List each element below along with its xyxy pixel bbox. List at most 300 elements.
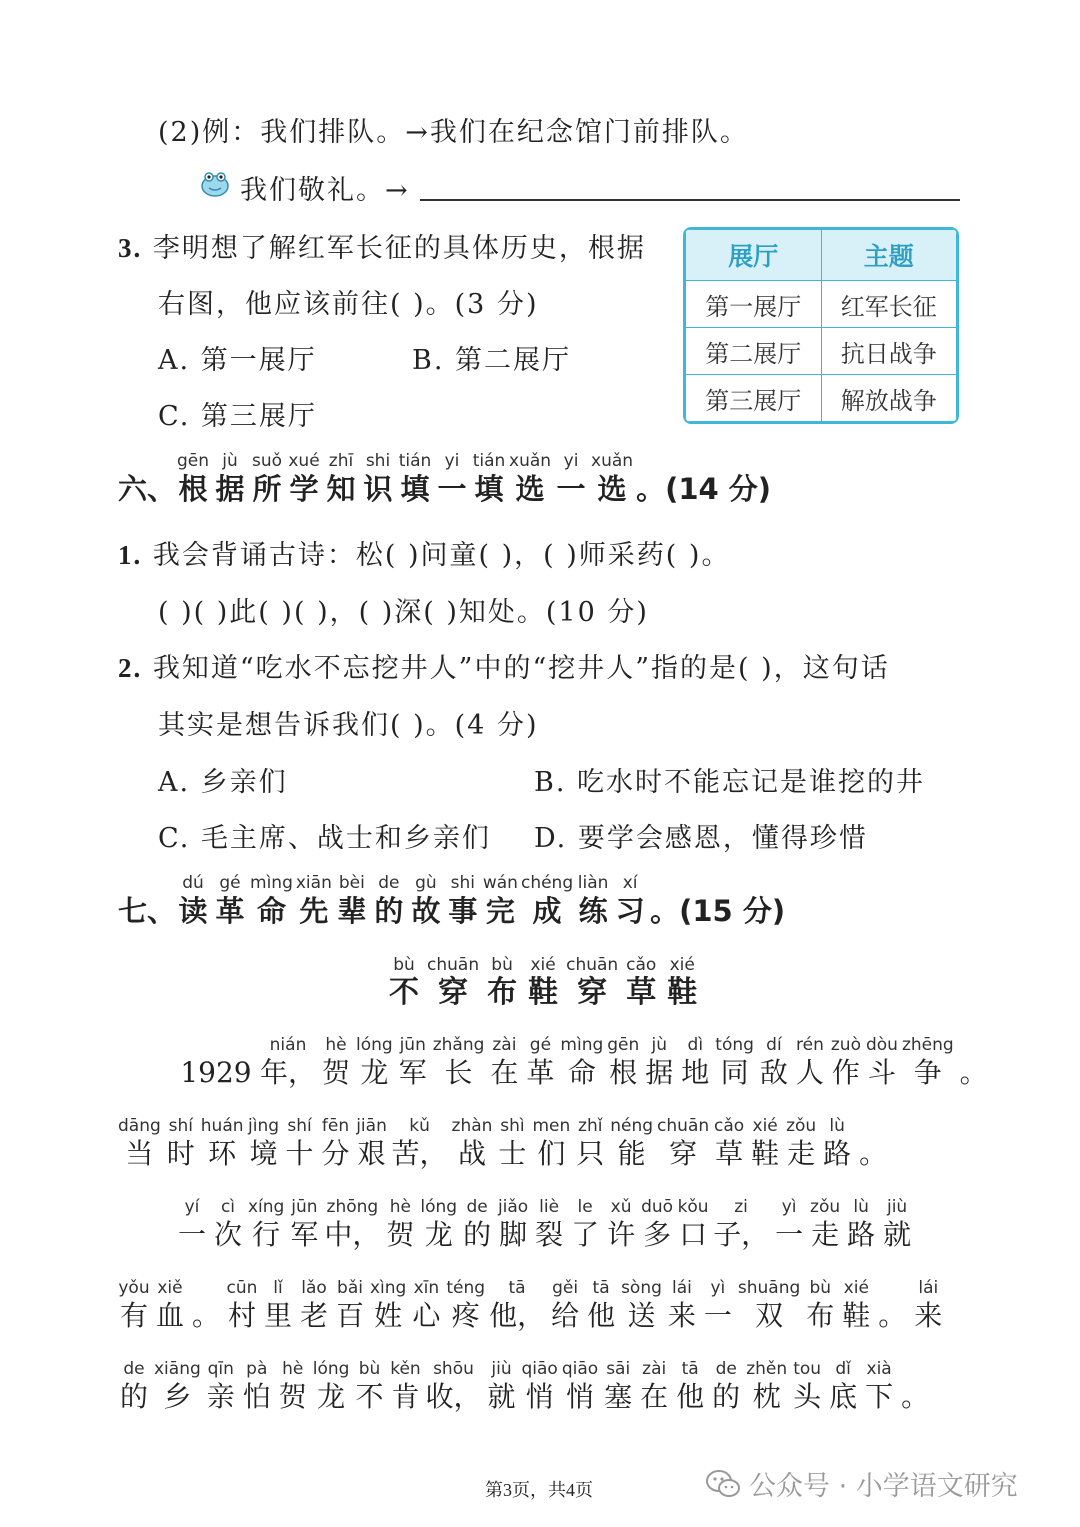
ruby-char <box>372 872 406 928</box>
ruby-char <box>623 954 659 1010</box>
hanzi: 贺 <box>322 1056 351 1089</box>
pinyin: bù <box>358 1359 381 1379</box>
ruby-char <box>118 1358 150 1414</box>
ruby-char <box>118 1115 161 1171</box>
ruby-char <box>785 1115 817 1171</box>
ruby-char <box>549 1277 581 1333</box>
ruby-char <box>296 872 332 928</box>
ruby-char <box>427 954 479 1010</box>
hanzi: 穿 <box>438 975 469 1010</box>
pinyin: gé <box>529 1035 552 1055</box>
pinyin: téng <box>446 1278 486 1298</box>
hanzi: 习 <box>615 894 645 928</box>
pinyin: shì <box>500 1116 525 1136</box>
hanzi: 疼 <box>451 1299 480 1332</box>
q3-question-line1: 3. 李明想了解红军长征的具体历史，根据 <box>118 233 646 264</box>
hanzi: 裂 <box>535 1218 564 1251</box>
pinyin: lóng <box>420 1197 458 1217</box>
ruby-char <box>241 1358 273 1414</box>
hanzi: 他 <box>587 1299 616 1332</box>
pinyin: shōu <box>433 1359 474 1379</box>
hanzi: 军 <box>290 1218 319 1251</box>
hanzi: 地 <box>681 1056 710 1089</box>
pinyin: xiān <box>295 873 332 893</box>
pinyin: xié <box>752 1116 778 1136</box>
hanzi: 读 <box>178 894 208 928</box>
story-line-3 <box>176 1196 917 1252</box>
ruby-char <box>746 1358 787 1414</box>
hanzi: 的 <box>119 1380 148 1413</box>
hanzi: 革 <box>215 894 245 928</box>
ruby-char <box>524 1034 556 1090</box>
hanzi: 穿 <box>669 1137 698 1170</box>
ruby-char <box>607 1034 639 1090</box>
pinyin: zuò <box>830 1035 861 1055</box>
ruby-char <box>353 1358 385 1414</box>
pinyin: dǐ <box>835 1359 851 1379</box>
ruby-char <box>425 1358 481 1414</box>
hanzi: 年， <box>260 1056 317 1089</box>
pinyin: dì <box>687 1035 704 1055</box>
pinyin: cì <box>220 1197 236 1217</box>
ruby-char <box>664 954 700 1010</box>
ruby-char <box>356 1115 388 1171</box>
q6-2-option-a: A. 乡亲们 <box>158 767 288 798</box>
pinyin: xíng <box>248 1197 285 1217</box>
pinyin: hè <box>325 1035 347 1055</box>
pinyin: yì <box>710 1278 726 1298</box>
q3-option-c: C. 第三展厅 <box>158 401 317 432</box>
pinyin: hè <box>282 1359 304 1379</box>
pinyin: tián <box>472 451 506 471</box>
ruby-char <box>420 1196 457 1252</box>
hanzi: 布 <box>487 975 518 1010</box>
section-score: 。(14 分) <box>636 472 772 506</box>
ruby-char <box>710 1358 742 1414</box>
pinyin: tā <box>508 1278 526 1298</box>
hanzi: 士 <box>498 1137 527 1170</box>
hanzi: 鞋 <box>667 975 698 1010</box>
hanzi: 行 <box>252 1218 281 1251</box>
ruby-char <box>370 1277 406 1333</box>
pinyin: bù <box>809 1278 832 1298</box>
q6-2-line1: 2. 我知道“吃水不忘挖井人”中的“挖井人”指的是( )，这句话 <box>118 653 890 684</box>
ruby-char <box>118 1277 150 1333</box>
hanzi: 龙 <box>424 1218 453 1251</box>
pinyin: lóng <box>356 1035 393 1055</box>
hanzi: 鞋 <box>842 1299 871 1332</box>
hanzi: 来 <box>914 1299 943 1332</box>
ruby-char <box>389 1358 421 1414</box>
hanzi: 完 <box>485 894 515 928</box>
pinyin: cǎo <box>626 955 657 975</box>
ruby-char <box>205 1358 237 1414</box>
pinyin: xiāng <box>154 1359 201 1379</box>
hanzi: 分 <box>321 1137 350 1170</box>
hanzi: 枕 <box>752 1380 781 1413</box>
hanzi: 一 <box>775 1218 804 1251</box>
pinyin: gěi <box>552 1278 579 1298</box>
pinyin: de <box>466 1197 488 1217</box>
pinyin: men <box>532 1116 571 1136</box>
ruby-char <box>679 1034 711 1090</box>
ruby-char <box>912 1277 944 1333</box>
pinyin: lǎo <box>301 1278 327 1298</box>
hanzi: 次 <box>213 1218 242 1251</box>
pinyin: bǎi <box>337 1278 363 1298</box>
pinyin: dú <box>182 873 204 893</box>
ruby-char <box>840 1277 872 1333</box>
ruby-char <box>881 1196 913 1252</box>
ruby-char <box>489 1277 545 1333</box>
ruby-char <box>562 1358 598 1414</box>
pinyin: sāi <box>606 1359 631 1379</box>
hanzi: 在 <box>640 1380 669 1413</box>
ruby-char <box>398 450 432 506</box>
pinyin: le <box>577 1197 593 1217</box>
ruby-char <box>677 1196 709 1252</box>
hanzi: 送 <box>627 1299 656 1332</box>
pinyin: xí <box>622 873 638 893</box>
ruby-char <box>484 954 520 1010</box>
hanzi: 一 <box>437 472 467 506</box>
pinyin: xié <box>843 1278 869 1298</box>
ruby-char <box>461 1196 493 1252</box>
ruby-char <box>288 1196 320 1252</box>
hanzi: 在 <box>490 1056 519 1089</box>
hanzi: 的 <box>374 894 404 928</box>
ruby-char <box>250 450 284 506</box>
table-cell: 抗日战争 <box>821 328 957 375</box>
pinyin: liè <box>539 1197 560 1217</box>
hanzi: 心 <box>412 1299 441 1332</box>
ruby-char <box>643 1034 675 1090</box>
ruby-char <box>324 1196 380 1252</box>
pinyin: gé <box>219 873 241 893</box>
pinyin: tou <box>793 1359 822 1379</box>
ruby-char <box>298 1277 330 1333</box>
story-line-1 <box>176 1034 994 1090</box>
hanzi: 他 <box>676 1380 705 1413</box>
hanzi: 走 <box>811 1218 840 1251</box>
pinyin: qīn <box>207 1359 234 1379</box>
ruby-char <box>758 1034 790 1090</box>
ruby-char <box>472 450 506 506</box>
page-number: 第3页，共4页 <box>485 1480 593 1500</box>
pinyin: xiě <box>157 1278 183 1298</box>
q6-2-option-b: B. 吃水时不能忘记是谁挖的井 <box>534 767 926 798</box>
table-cell: 第三展厅 <box>686 375 822 422</box>
ruby-char <box>533 1196 565 1252</box>
pinyin: tián <box>398 451 432 471</box>
hanzi: 知 <box>326 472 356 506</box>
pinyin: pà <box>246 1359 268 1379</box>
ruby-char <box>320 1034 352 1090</box>
pinyin: jiān <box>356 1116 387 1136</box>
pinyin: xìng <box>370 1278 407 1298</box>
table-cell: 解放战争 <box>821 375 957 422</box>
ruby-char <box>827 1358 859 1414</box>
hanzi: 乡 <box>163 1380 192 1413</box>
pinyin: jù <box>222 451 238 471</box>
ruby-char <box>773 1196 805 1252</box>
pinyin: lù <box>829 1116 845 1136</box>
pinyin: jiù <box>886 1197 908 1217</box>
ruby-char <box>277 1358 309 1414</box>
hanzi: 。 <box>959 1056 988 1089</box>
pinyin: zhǐ <box>578 1116 603 1136</box>
ruby-char <box>320 1115 352 1171</box>
hanzi: 血 <box>155 1299 184 1332</box>
story-line-4 <box>118 1277 948 1333</box>
pinyin: tā <box>592 1278 610 1298</box>
pinyin: tóng <box>715 1035 754 1055</box>
pinyin: gù <box>415 873 437 893</box>
ruby-char <box>488 1034 520 1090</box>
pinyin: xuǎn <box>591 451 634 471</box>
pinyin: zhǎng <box>432 1035 485 1055</box>
pinyin: chuān <box>566 955 619 975</box>
ruby-char <box>713 1196 769 1252</box>
ruby-char <box>702 1277 734 1333</box>
ruby-char <box>226 1277 258 1333</box>
pinyin: wán <box>482 873 518 893</box>
hanzi: 姓 <box>374 1299 403 1332</box>
hanzi: 多 <box>643 1218 672 1251</box>
ruby-char <box>569 1196 601 1252</box>
ruby-char <box>532 1115 570 1171</box>
ruby-char <box>591 450 633 506</box>
hanzi: 百 <box>335 1299 364 1332</box>
ruby-char <box>876 1277 908 1333</box>
hanzi: 境 <box>249 1137 278 1170</box>
hanzi: 。 <box>878 1299 907 1332</box>
ruby-char <box>190 1277 222 1333</box>
ruby-char <box>260 1034 316 1090</box>
section-number: 七、 <box>118 894 177 928</box>
ruby-char <box>397 1034 429 1090</box>
frog-mascot-icon <box>200 170 230 198</box>
q6-1-line1: 1. 我会背诵古诗：松( )问童( )，( )师采药( )。 <box>118 540 731 571</box>
hanzi: 就 <box>487 1380 516 1413</box>
answer-line[interactable] <box>420 199 960 201</box>
ruby-char <box>657 1115 709 1171</box>
hanzi: 一 <box>177 1218 206 1251</box>
ruby-char <box>213 450 247 506</box>
hanzi: 长 <box>444 1056 473 1089</box>
ruby-char <box>176 1034 256 1090</box>
ruby-char <box>899 1358 931 1414</box>
ruby-char <box>857 1115 889 1171</box>
hanzi: 战 <box>457 1137 486 1170</box>
pinyin: zhēng <box>901 1035 954 1055</box>
ruby-char <box>602 1358 634 1414</box>
ruby-char <box>176 872 210 928</box>
hanzi: 路 <box>823 1137 852 1170</box>
ruby-char <box>902 1034 954 1090</box>
ruby-char <box>435 450 469 506</box>
q3-option-a: A. 第一展厅 <box>158 345 317 376</box>
ruby-char <box>713 1115 745 1171</box>
hanzi: 只 <box>576 1137 605 1170</box>
hanzi: 有 <box>119 1299 148 1332</box>
pinyin: xié <box>530 955 556 975</box>
ruby-char <box>585 1277 617 1333</box>
pinyin: qiāo <box>521 1359 558 1379</box>
pinyin: shi <box>365 451 391 471</box>
pinyin: xié <box>669 955 695 975</box>
ruby-char <box>509 450 551 506</box>
hanzi: 收， <box>425 1380 482 1413</box>
table-row <box>686 328 957 375</box>
wechat-watermark <box>705 1464 1018 1503</box>
ruby-char <box>176 1196 208 1252</box>
pinyin: bèi <box>338 873 365 893</box>
ruby-char <box>410 1277 442 1333</box>
ruby-char <box>248 1196 284 1252</box>
pinyin: liàn <box>577 873 609 893</box>
pinyin: dí <box>766 1035 782 1055</box>
watermark-text: 公众号 · 小学语文研究 <box>749 1471 1018 1502</box>
hanzi: 同 <box>720 1056 749 1089</box>
hanzi: 1929 <box>180 1056 252 1089</box>
table-cell: 第一展厅 <box>686 281 822 328</box>
pinyin: jūn <box>291 1197 318 1217</box>
hanzi: 争 <box>913 1056 942 1089</box>
pinyin: zǒu <box>786 1116 817 1136</box>
pinyin: duō <box>641 1197 674 1217</box>
pinyin: huán <box>200 1116 244 1136</box>
hanzi: 来 <box>667 1299 696 1332</box>
hanzi: 十 <box>285 1137 314 1170</box>
table-cell: 红军长征 <box>821 281 957 328</box>
ruby-char <box>522 1358 558 1414</box>
pinyin: xǔ <box>610 1197 632 1217</box>
pinyin: fēn <box>321 1116 350 1136</box>
ruby-char <box>324 450 358 506</box>
ruby-char <box>845 1196 877 1252</box>
ruby-char <box>361 450 395 506</box>
hanzi: 草 <box>626 975 657 1010</box>
pinyin: cǎo <box>714 1116 745 1136</box>
table-cell: 第二展厅 <box>686 328 822 375</box>
hanzi: 肯 <box>391 1380 420 1413</box>
pinyin: chéng <box>520 873 574 893</box>
pinyin: zi <box>734 1197 748 1217</box>
hanzi: 穿 <box>577 975 608 1010</box>
hanzi: 悄 <box>525 1380 554 1413</box>
ruby-char <box>791 1358 823 1414</box>
hanzi: 命 <box>256 894 286 928</box>
ruby-char <box>560 1034 603 1090</box>
ruby-char <box>176 450 210 506</box>
ruby-char <box>830 1034 862 1090</box>
pinyin: bù <box>491 955 513 975</box>
ruby-char <box>674 1358 706 1414</box>
hanzi: 怕 <box>242 1380 271 1413</box>
pinyin: jiǎo <box>497 1197 529 1217</box>
ruby-char <box>154 1358 201 1414</box>
ruby-char <box>749 1115 781 1171</box>
ruby-char <box>165 1115 197 1171</box>
pinyin: yi <box>563 451 579 471</box>
pinyin: mìng <box>250 873 293 893</box>
pinyin: chuān <box>427 955 480 975</box>
pinyin: yí <box>184 1197 200 1217</box>
ruby-char <box>250 872 293 928</box>
hanzi: 据 <box>215 472 245 506</box>
pinyin: cūn <box>226 1278 258 1298</box>
ruby-char <box>804 1277 836 1333</box>
hanzi: 根 <box>609 1056 638 1089</box>
hanzi: 头 <box>793 1380 822 1413</box>
hanzi: 事 <box>448 894 478 928</box>
hanzi: 龙 <box>317 1380 346 1413</box>
pinyin: de <box>715 1359 737 1379</box>
ruby-char <box>715 1034 754 1090</box>
ruby-char <box>621 1277 662 1333</box>
ruby-char <box>605 1196 637 1252</box>
hanzi: 他， <box>489 1299 546 1332</box>
ruby-char <box>334 1277 366 1333</box>
ruby-char <box>212 1196 244 1252</box>
q2-prompt: 我们敬礼。→ <box>240 175 410 206</box>
q6-2-option-d: D. 要学会感恩，懂得珍惜 <box>534 823 868 854</box>
ruby-char <box>866 1034 898 1090</box>
hanzi: 口 <box>679 1218 708 1251</box>
hanzi: 塞 <box>604 1380 633 1413</box>
q6-1-line2: ( )( )此( )( )，( )深( )知处。(10 分) <box>158 597 649 628</box>
ruby-char <box>384 1196 416 1252</box>
hanzi: 的 <box>712 1380 741 1413</box>
hanzi: 填 <box>400 472 430 506</box>
hanzi: 村 <box>227 1299 256 1332</box>
hanzi: 路 <box>847 1218 876 1251</box>
ruby-char <box>392 1115 448 1171</box>
ruby-char <box>958 1034 990 1090</box>
pinyin: shuāng <box>737 1278 801 1298</box>
pinyin: lái <box>918 1278 939 1298</box>
ruby-char <box>287 450 321 506</box>
ruby-char <box>496 1115 528 1171</box>
section-number: 六、 <box>118 472 177 506</box>
ruby-char <box>863 1358 895 1414</box>
hanzi: 们 <box>537 1137 566 1170</box>
hanzi: 就 <box>883 1218 912 1251</box>
hanzi: 练 <box>578 894 608 928</box>
pinyin: jiù <box>491 1359 512 1379</box>
pinyin: tā <box>681 1359 699 1379</box>
ruby-char <box>641 1196 673 1252</box>
pinyin: yì <box>781 1197 797 1217</box>
hanzi: 子， <box>713 1218 770 1251</box>
pinyin: kǒu <box>677 1197 709 1217</box>
q6-2-option-c: C. 毛主席、战士和乡亲们 <box>158 823 491 854</box>
pinyin: zài <box>642 1359 667 1379</box>
hanzi: 据 <box>645 1056 674 1089</box>
story-title <box>386 954 705 1010</box>
hanzi: 布 <box>806 1299 835 1332</box>
hanzi: 所 <box>252 472 282 506</box>
ruby-char <box>386 954 422 1010</box>
pinyin: xué <box>288 451 320 471</box>
ruby-char <box>433 1034 485 1090</box>
pinyin: xīn <box>413 1278 440 1298</box>
ruby-char <box>821 1115 853 1171</box>
hanzi: 草 <box>715 1137 744 1170</box>
pinyin: zǒu <box>810 1197 841 1217</box>
hanzi: 。 <box>859 1137 888 1170</box>
